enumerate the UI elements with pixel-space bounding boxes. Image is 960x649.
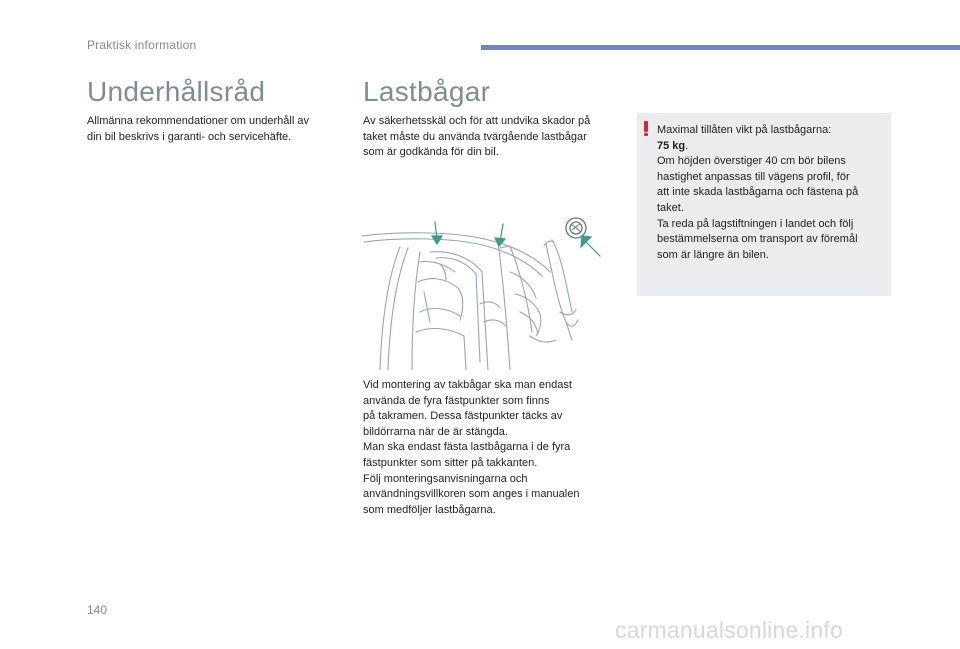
text-line: som medföljer lastbågarna. xyxy=(363,503,496,516)
text-line: som är godkända för din bil. xyxy=(363,146,499,159)
roof-bar-mounting-illustration xyxy=(360,212,610,370)
text-line: Av säkerhetsskäl och för att undvika skador på xyxy=(363,115,591,127)
text-line: som är längre än bilen. xyxy=(657,248,769,261)
watermark: carmanualsonline.info xyxy=(615,617,843,643)
warning-line: Maximal tillåten vikt på lastbågarna: xyxy=(657,124,832,136)
roof-bars-mounting-text xyxy=(363,378,579,518)
text-line: Man ska endast fästa lastbågarna i de fyra xyxy=(363,441,571,454)
text-line: din bil beskrivs i garanti- och servicehäfte. xyxy=(87,130,292,143)
warning-text xyxy=(657,123,858,263)
text-line: hastighet anpassas till vägens profil, för xyxy=(657,170,850,183)
text-line: på takramen. Dessa fästpunkter täcks av xyxy=(363,410,563,423)
section-header: Praktisk information xyxy=(87,38,197,52)
text-line: fästpunkter som sitter på takkanten. xyxy=(363,456,538,469)
text-line: taket. xyxy=(657,201,684,214)
maintenance-text xyxy=(87,114,309,145)
text-line: taket måste du använda tvärgående lastbågar xyxy=(363,130,587,143)
text-line: använda de fyra fästpunkter som finns xyxy=(363,394,550,407)
text-line: bildörrarna när de är stängda. xyxy=(363,425,508,438)
warning-weight-line: 75 kg. xyxy=(657,139,689,152)
roof-bars-title: Lastbågar xyxy=(363,76,491,107)
text-line: Följ monteringsanvisningarna och xyxy=(363,472,528,485)
roof-bars-intro xyxy=(363,114,590,161)
text-line: Vid montering av takbågar ska man endast xyxy=(363,379,572,391)
warning-icon xyxy=(644,121,648,136)
maintenance-title: Underhållsråd xyxy=(87,76,266,107)
text-line: Allmänna rekommendationer om underhåll av xyxy=(87,115,309,127)
text-line: bestämmelserna om transport av föremål xyxy=(657,233,858,246)
text-line: Om höjden överstiger 40 cm bör bilens xyxy=(657,155,846,168)
header-accent-bar xyxy=(481,45,960,50)
page-number: 140 xyxy=(87,603,108,617)
text-line: användningsvillkoren som anges i manualen xyxy=(363,488,580,501)
text-line: Ta reda på lagstiftningen i landet och följ xyxy=(657,217,854,230)
text-line: att inte skada lastbågarna och fästena på xyxy=(657,186,859,199)
max-weight-value: 75 kg xyxy=(657,139,686,152)
